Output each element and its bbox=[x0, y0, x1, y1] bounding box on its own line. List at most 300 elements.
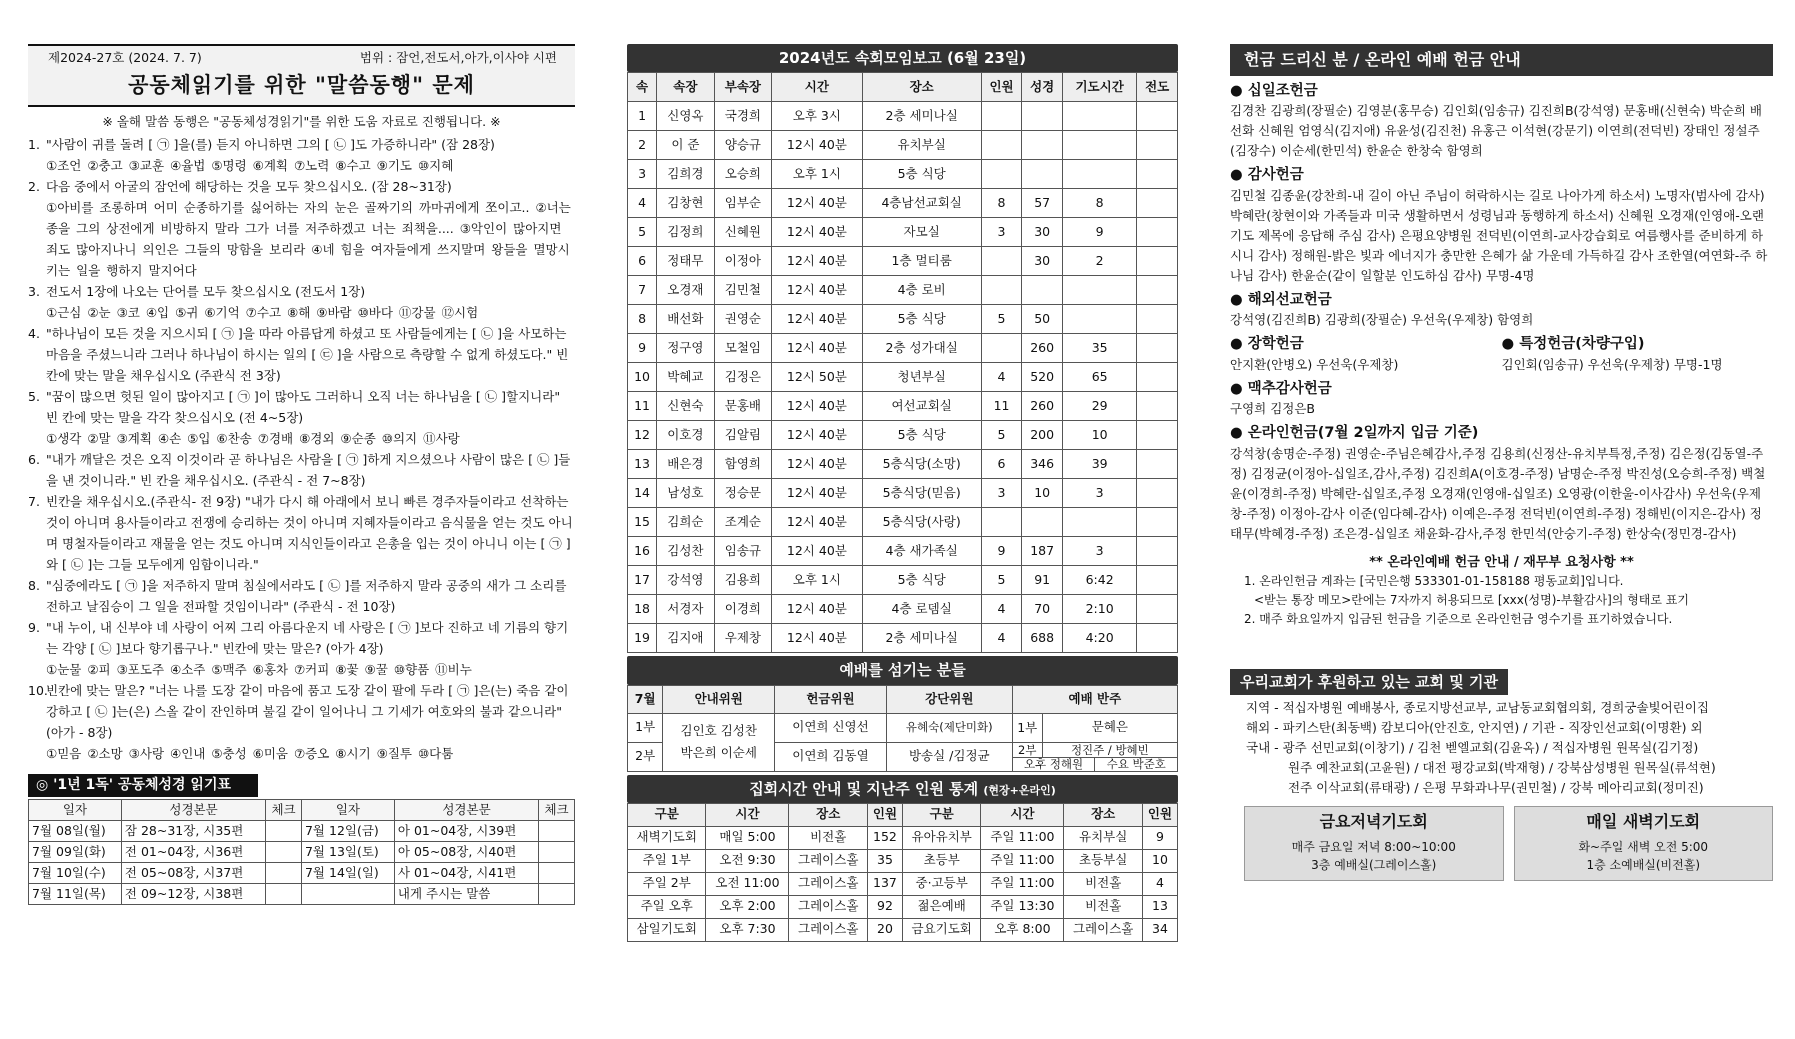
table-cell bbox=[1022, 131, 1063, 160]
table-cell: 5층 식당 bbox=[862, 305, 981, 334]
table-cell: 4층 로뎀실 bbox=[862, 595, 981, 624]
table-cell: 16 bbox=[628, 537, 657, 566]
question-text: 다음 중에서 아굴의 잠언에 해당하는 것을 모두 찾으십시오. (잠 28~31장) bbox=[46, 179, 452, 195]
table-cell bbox=[1137, 334, 1178, 363]
table-cell: 김지애 bbox=[657, 624, 714, 653]
table-cell: 2 bbox=[1062, 247, 1136, 276]
table-cell: 5층 식당 bbox=[862, 421, 981, 450]
stats-header: 시간 bbox=[981, 803, 1064, 826]
table-cell bbox=[1022, 102, 1063, 131]
table-cell: 내게 주시는 말씀 bbox=[394, 883, 538, 904]
reading-range: 범위 : 잠언,전도서,아가,이사야 시편 bbox=[359, 50, 557, 65]
table-cell: 아 01~04장, 시39편 bbox=[394, 820, 538, 841]
table-cell bbox=[266, 883, 302, 904]
stats-header: 인원 bbox=[867, 803, 902, 826]
table-cell: 10 bbox=[1142, 849, 1177, 872]
stats-header: 장소 bbox=[1064, 803, 1142, 826]
table-cell: 3 bbox=[981, 479, 1022, 508]
table-cell: 9 bbox=[1062, 218, 1136, 247]
table-cell: 신영옥 bbox=[657, 102, 714, 131]
table-cell: 7월 14일(일) bbox=[301, 862, 394, 883]
scholar-names: 안지환(안병오) 우선욱(우제창) bbox=[1230, 356, 1399, 372]
support-title: 우리교회가 후원하고 있는 교회 및 기관 bbox=[1230, 669, 1508, 695]
table-cell: 그레이스홀 bbox=[789, 849, 867, 872]
table-cell bbox=[1022, 160, 1063, 189]
table-cell: 전 09~12장, 시38편 bbox=[121, 883, 265, 904]
table-cell bbox=[1137, 566, 1178, 595]
worship-header: 7월 bbox=[628, 685, 663, 713]
question bbox=[28, 386, 575, 449]
support-line: 원주 예찬교회(고윤원) / 대전 평강교회(박재형) / 강북삼성병원 원목실(류석현) bbox=[1288, 759, 1716, 775]
reading-plan-table bbox=[28, 799, 575, 905]
friday-prayer-box bbox=[1244, 806, 1504, 882]
table-cell bbox=[1137, 218, 1178, 247]
table-cell: 남성호 bbox=[657, 479, 714, 508]
offering-2: 이연희 김동열 bbox=[775, 742, 887, 771]
report-header: 성경 bbox=[1022, 73, 1063, 102]
online-names: 강석창(송명순-주정) 권영순-주님은혜감사,주정 김용희(신정산-유치부특정,주정) 김은정(김동열-주정) 김정균(이정아-십일조,감사,주정) 김진희A(이호경-주정) 남명순-주정 박진성(오승희-주정) 백철윤(이경희-주정) 박혜란-십일조,주정 오경재(인영애-십일조) 오영광(이한울-이사감사) 우선욱(우제창-주정) 이정아-감사 이준(임다혜-감사) 이예은-주정 전덕빈(이연희-주정) 정해빈(이지은-감사) 정태무(박혜경-주정) 조은경-십일조 채윤화-감사,주정 한민석(안숭기-주정) 한상숙(정민경-감사) bbox=[1230, 445, 1766, 541]
table-cell: 김정은 bbox=[714, 363, 771, 392]
special-heading: ● 특정헌금(차량구입) bbox=[1502, 335, 1774, 355]
table-cell: 12 bbox=[628, 421, 657, 450]
table-cell: 그레이스홀 bbox=[789, 918, 867, 941]
table-cell: 4:20 bbox=[1062, 624, 1136, 653]
table-cell: 12시 40분 bbox=[772, 595, 863, 624]
question-number: 9. bbox=[28, 620, 40, 636]
table-cell: 17 bbox=[628, 566, 657, 595]
acc2-label: 2부 bbox=[1013, 743, 1043, 757]
report-row bbox=[628, 305, 1178, 334]
report-row bbox=[628, 595, 1178, 624]
acc1-name: 문혜은 bbox=[1091, 719, 1128, 735]
table-cell: 주일 오후 bbox=[628, 895, 706, 918]
table-cell: 4층 로비 bbox=[862, 276, 981, 305]
question bbox=[28, 575, 575, 617]
table-cell: 오전 9:30 bbox=[706, 849, 789, 872]
table-cell: 오후 7:30 bbox=[706, 918, 789, 941]
question-number: 8. bbox=[28, 578, 40, 594]
special-names: 김인회(임송규) 우선욱(우제창) 무명-1명 bbox=[1501, 356, 1723, 372]
table-cell: 12시 40분 bbox=[772, 218, 863, 247]
report-row bbox=[628, 421, 1178, 450]
table-cell: 520 bbox=[1022, 363, 1063, 392]
stats-title-text: 집회시간 안내 및 지난주 인원 통계 bbox=[749, 779, 979, 798]
table-cell: 200 bbox=[1022, 421, 1063, 450]
table-cell bbox=[266, 862, 302, 883]
table-cell: 서경자 bbox=[657, 595, 714, 624]
table-cell: 박혜교 bbox=[657, 363, 714, 392]
table-cell: 주일 11:00 bbox=[981, 826, 1064, 849]
table-cell bbox=[1137, 392, 1178, 421]
table-cell: 20 bbox=[867, 918, 902, 941]
report-row bbox=[628, 160, 1178, 189]
table-cell: 6 bbox=[628, 247, 657, 276]
table-cell: 김희경 bbox=[657, 160, 714, 189]
scholar-heading: ● 장학헌금 bbox=[1230, 335, 1502, 355]
table-cell: 57 bbox=[1022, 189, 1063, 218]
table-cell: 4층남선교회실 bbox=[862, 189, 981, 218]
table-cell: 34 bbox=[1142, 918, 1177, 941]
quiz-note: ※ 올해 말씀 동행은 "공동체성경읽기"를 위한 도움 자료로 진행됩니다. ※ bbox=[102, 114, 501, 130]
table-cell: 2층 세미나실 bbox=[862, 102, 981, 131]
table-cell bbox=[266, 841, 302, 862]
question bbox=[28, 281, 575, 323]
table-cell: 2 bbox=[628, 131, 657, 160]
table-cell bbox=[1062, 102, 1136, 131]
table-cell bbox=[981, 508, 1022, 537]
notice-1: 1. 온라인헌금 계좌는 [국민은행 533301-01-158188 평동교회]입니다. bbox=[1244, 573, 1624, 588]
table-cell: 1 bbox=[628, 102, 657, 131]
report-row bbox=[628, 624, 1178, 653]
table-cell: 12시 40분 bbox=[772, 392, 863, 421]
table-cell: 91 bbox=[1022, 566, 1063, 595]
report-row bbox=[628, 566, 1178, 595]
plan-header: 일자 bbox=[29, 799, 122, 820]
altar-2: 방송실 /김정균 bbox=[886, 742, 1012, 771]
table-cell: 오후 3시 bbox=[772, 102, 863, 131]
table-cell: 13 bbox=[1142, 895, 1177, 918]
stats-header: 장소 bbox=[789, 803, 867, 826]
table-cell: 신혜원 bbox=[714, 218, 771, 247]
question bbox=[28, 680, 575, 764]
report-row bbox=[628, 479, 1178, 508]
table-cell: 사 01~04장, 시41편 bbox=[394, 862, 538, 883]
table-cell: 15 bbox=[628, 508, 657, 537]
stats-title-sub: (현장+온라인) bbox=[983, 783, 1056, 797]
table-cell: 임부순 bbox=[714, 189, 771, 218]
table-cell bbox=[1062, 305, 1136, 334]
dawn-prayer-title: 매일 새벽기도회 bbox=[1586, 811, 1701, 831]
table-cell: 4 bbox=[981, 363, 1022, 392]
table-cell: 7월 08일(월) bbox=[29, 820, 122, 841]
stats-header: 인원 bbox=[1142, 803, 1177, 826]
table-cell: 346 bbox=[1022, 450, 1063, 479]
question-text: "내가 깨달은 것은 오직 이것이라 곧 하나님은 사람을 [ ㉠ ]하게 지으셨으나 사람이 많은 [ ㉡ ]들을 낸 것이니라." 빈 칸을 채우십시오. (주관식 - 전 7~8장) bbox=[46, 452, 571, 489]
table-cell: 우제창 bbox=[714, 624, 771, 653]
service-2: 2부 bbox=[628, 742, 663, 771]
table-cell: 10 bbox=[1022, 479, 1063, 508]
quiz-column bbox=[28, 44, 575, 905]
table-cell: 정태무 bbox=[657, 247, 714, 276]
table-cell: 5층 식당 bbox=[862, 566, 981, 595]
table-cell: 주일 13:30 bbox=[981, 895, 1064, 918]
table-cell: 152 bbox=[867, 826, 902, 849]
service-1: 1부 bbox=[628, 713, 663, 742]
table-cell: 4 bbox=[1142, 872, 1177, 895]
table-cell bbox=[1137, 537, 1178, 566]
table-cell: 오후 1시 bbox=[772, 566, 863, 595]
report-header: 전도 bbox=[1137, 73, 1178, 102]
table-cell: 초등부 bbox=[902, 849, 980, 872]
table-cell: 비전홀 bbox=[789, 826, 867, 849]
acc1-label: 1부 bbox=[1013, 714, 1043, 742]
table-cell: 12시 40분 bbox=[772, 479, 863, 508]
table-cell: 9 bbox=[981, 537, 1022, 566]
report-row bbox=[628, 392, 1178, 421]
table-cell bbox=[1062, 276, 1136, 305]
stats-row bbox=[628, 895, 1178, 918]
table-cell: 10 bbox=[628, 363, 657, 392]
table-cell: 오전 11:00 bbox=[706, 872, 789, 895]
table-cell: 양승규 bbox=[714, 131, 771, 160]
table-cell: 6 bbox=[981, 450, 1022, 479]
table-cell: 3 bbox=[981, 218, 1022, 247]
stats-header: 구분 bbox=[902, 803, 980, 826]
report-row bbox=[628, 450, 1178, 479]
worship-servers-table bbox=[627, 685, 1178, 772]
table-cell bbox=[539, 862, 575, 883]
support-list bbox=[1230, 698, 1773, 798]
table-cell: 19 bbox=[628, 624, 657, 653]
question-options: ①근심 ②눈 ③코 ④입 ⑤귀 ⑥기억 ⑦수고 ⑧해 ⑨바람 ⑩바다 ⑪강물 ⑫시험 bbox=[46, 305, 479, 321]
table-cell: 임송규 bbox=[714, 537, 771, 566]
table-cell: 260 bbox=[1022, 392, 1063, 421]
table-cell: 12시 40분 bbox=[772, 450, 863, 479]
question-list bbox=[28, 134, 575, 764]
table-cell: 260 bbox=[1022, 334, 1063, 363]
accompanist-2 bbox=[1012, 742, 1177, 771]
table-cell: 주일 2부 bbox=[628, 872, 706, 895]
question-text: 전도서 1장에 나오는 단어를 모두 찾으십시오 (전도서 1장) bbox=[46, 284, 366, 300]
table-cell: 9 bbox=[1142, 826, 1177, 849]
table-cell: 여선교회실 bbox=[862, 392, 981, 421]
plan-header: 성경본문 bbox=[394, 799, 538, 820]
table-cell: 12시 40분 bbox=[772, 508, 863, 537]
table-cell: 92 bbox=[867, 895, 902, 918]
table-cell: 이호경 bbox=[657, 421, 714, 450]
table-cell bbox=[1137, 450, 1178, 479]
offering-1: 이연희 신영선 bbox=[775, 713, 887, 742]
question-text: "사람이 귀를 돌려 [ ㉠ ]을(를) 듣지 아니하면 그의 [ ㉡ ]도 가증하니라" (잠 28장) bbox=[46, 137, 495, 153]
notice-heading: ** 온라인예배 헌금 안내 / 재무부 요청사항 ** bbox=[1369, 554, 1634, 570]
stats-header: 구분 bbox=[628, 803, 706, 826]
plan-header: 일자 bbox=[301, 799, 394, 820]
table-cell bbox=[1062, 131, 1136, 160]
table-cell: 주일 1부 bbox=[628, 849, 706, 872]
table-cell bbox=[1137, 276, 1178, 305]
table-cell: 김민철 bbox=[714, 276, 771, 305]
table-cell: 7월 13일(토) bbox=[301, 841, 394, 862]
acc4-name: 수요 박준호 bbox=[1106, 756, 1166, 771]
question bbox=[28, 323, 575, 386]
table-cell: 5층 식당 bbox=[862, 160, 981, 189]
support-line: 전주 이삭교회(류태광) / 은평 무화과나무(권민철) / 강북 메아리교회(정미진) bbox=[1288, 779, 1704, 795]
table-cell: 3 bbox=[1062, 479, 1136, 508]
table-cell: 오후 1시 bbox=[772, 160, 863, 189]
plan-row bbox=[29, 862, 575, 883]
thanks-names: 김민철 김종윤(강찬희-내 길이 아닌 주님이 허락하시는 길로 나아가게 하소서) 노명자(범사에 감사) 박혜란(창현이와 가족들과 미국 생활하면서 성령님과 동행하게 하소서) 신혜원 오경재(인영애-오랜 기도 제목에 응답해 주심 감사) 은평요양병원 전덕빈(이연희-교사강습회로 여름행사를 준비하게 하시니 감사) 정해원-밝은 빛과 에너지가 충만한 은혜가 삶 가운데 가득하길 감사 조한열(여연화-주 하나님 감사) 한윤순(같이 일할분 인도하심 감사) 무명-4명 bbox=[1230, 187, 1768, 283]
table-cell: 중·고등부 bbox=[902, 872, 980, 895]
table-cell bbox=[1137, 624, 1178, 653]
table-cell: 7월 10일(수) bbox=[29, 862, 122, 883]
offering-column bbox=[1230, 44, 1773, 881]
table-cell: 주일 11:00 bbox=[981, 849, 1064, 872]
table-cell bbox=[1137, 305, 1178, 334]
table-cell: 잠 28~31장, 시35편 bbox=[121, 820, 265, 841]
table-cell: 8 bbox=[1062, 189, 1136, 218]
table-cell: 10 bbox=[1062, 421, 1136, 450]
table-cell: 2층 성가대실 bbox=[862, 334, 981, 363]
notice-3: 2. 매주 화요일까지 입금된 헌금을 기준으로 온라인헌금 영수기를 표기하였습니다. bbox=[1244, 611, 1673, 626]
table-cell: 배은경 bbox=[657, 450, 714, 479]
question-text: 빈칸에 맞는 말은? "너는 나를 도장 같이 마음에 품고 도장 같이 팔에 두라 [ ㉠ ]은(는) 죽음 같이 강하고 [ ㉡ ]는(은) 스올 같이 잔인하며 불길 같이 일어나니 그 기세가 여호와의 불과 같으니라" (아가 - 8장) bbox=[46, 683, 569, 741]
support-line: 지역 - 적십자병원 예배봉사, 종로지방선교부, 교남동교회협의회, 경희궁솔빛어린이집 bbox=[1246, 699, 1709, 715]
report-row bbox=[628, 189, 1178, 218]
question-number: 7. bbox=[28, 494, 40, 510]
table-cell: 29 bbox=[1062, 392, 1136, 421]
question-number: 2. bbox=[28, 179, 40, 195]
table-cell: 청년부실 bbox=[862, 363, 981, 392]
question-text: "심중에라도 [ ㉠ ]을 저주하지 말며 침실에서라도 [ ㉡ ]를 저주하지 말라 공중의 새가 그 소리를 전하고 날짐승이 그 일을 전파할 것임이니라" (주관식 - 전 10장) bbox=[46, 578, 567, 615]
worship-servers-title: 예배를 섬기는 분들 bbox=[627, 656, 1178, 684]
table-cell: 김알림 bbox=[714, 421, 771, 450]
stats-row bbox=[628, 849, 1178, 872]
report-row bbox=[628, 131, 1178, 160]
table-cell: 금요기도회 bbox=[902, 918, 980, 941]
table-cell: 7월 09일(화) bbox=[29, 841, 122, 862]
table-cell: 새벽기도회 bbox=[628, 826, 706, 849]
table-cell: 국경희 bbox=[714, 102, 771, 131]
table-cell: 3 bbox=[628, 160, 657, 189]
issue-bar bbox=[28, 44, 575, 69]
table-cell: 137 bbox=[867, 872, 902, 895]
worship-header: 안내위원 bbox=[663, 685, 775, 713]
worship-header: 헌금위원 bbox=[775, 685, 887, 713]
table-cell bbox=[1137, 421, 1178, 450]
quiz-title: 공동체읽기를 위한 "말씀동행" 문제 bbox=[28, 69, 575, 107]
table-cell: 김성찬 bbox=[657, 537, 714, 566]
tithe-heading: ● 십일조헌금 bbox=[1230, 82, 1773, 102]
table-cell: 젊은예배 bbox=[902, 895, 980, 918]
worship-header: 예배 반주 bbox=[1012, 685, 1177, 713]
question-options: ①눈물 ②피 ③포도주 ④소주 ⑤맥주 ⑥홍차 ⑦커피 ⑧꽃 ⑨꿀 ⑩향품 ⑪비누 bbox=[46, 662, 472, 678]
stats-row bbox=[628, 826, 1178, 849]
online-heading: ● 온라인헌금(7월 2일까지 입금 기준) bbox=[1230, 424, 1773, 444]
friday-prayer-title: 금요저녁기도회 bbox=[1319, 811, 1428, 831]
table-cell: 삼일기도회 bbox=[628, 918, 706, 941]
table-cell: 전 01~04장, 시36편 bbox=[121, 841, 265, 862]
dawn-prayer-place: 1층 소예배실(비전홀) bbox=[1586, 858, 1701, 873]
table-cell bbox=[1137, 595, 1178, 624]
table-cell: 30 bbox=[1022, 218, 1063, 247]
question-options: ①조언 ②충고 ③교훈 ④율법 ⑤명령 ⑥계획 ⑦노력 ⑧수고 ⑨기도 ⑩지혜 bbox=[46, 158, 454, 174]
table-cell: 이정아 bbox=[714, 247, 771, 276]
table-cell: 오후 8:00 bbox=[981, 918, 1064, 941]
table-cell bbox=[981, 247, 1022, 276]
friday-prayer-time: 매주 금요일 저녁 8:00~10:00 bbox=[1291, 840, 1456, 855]
ushers bbox=[663, 713, 775, 771]
report-title: 2024년도 속회모임보고 (6월 23일) bbox=[627, 44, 1178, 72]
table-cell: 7월 11일(목) bbox=[29, 883, 122, 904]
table-cell: 김정희 bbox=[657, 218, 714, 247]
report-row bbox=[628, 537, 1178, 566]
table-cell: 6:42 bbox=[1062, 566, 1136, 595]
table-cell: 오승희 bbox=[714, 160, 771, 189]
reading-plan-title: ◎ '1년 1독' 공동체성경 읽기표 bbox=[28, 774, 258, 797]
table-cell bbox=[1137, 189, 1178, 218]
table-cell: 유치부실 bbox=[1064, 826, 1142, 849]
question-options: ①아비를 조롱하며 어미 순종하기를 싫어하는 자의 눈은 골짜기의 까마귀에게 쪼이고.. ②너는 종을 그의 상전에게 비방하지 말라 그가 너를 저주하겠고 너는 죄책을.... ③악인이 많아지면 죄도 많아지나니 의인은 그들의 망함을 보리라 ④네 힘을 여자들에게 쓰지말며 왕들을 멸망시키는 일을 행하지 말지어다 bbox=[46, 200, 571, 279]
table-cell: 50 bbox=[1022, 305, 1063, 334]
dawn-prayer-time: 화~주일 새벽 오전 5:00 bbox=[1578, 840, 1709, 855]
table-cell: 5층식당(믿음) bbox=[862, 479, 981, 508]
table-cell: 4 bbox=[981, 595, 1022, 624]
table-cell: 12시 40분 bbox=[772, 421, 863, 450]
table-cell: 유치부실 bbox=[862, 131, 981, 160]
worship-header: 강단위원 bbox=[886, 685, 1012, 713]
table-cell: 정승문 bbox=[714, 479, 771, 508]
table-cell: 이경희 bbox=[714, 595, 771, 624]
scholar-special-row bbox=[1230, 330, 1773, 375]
table-cell: 7월 12일(금) bbox=[301, 820, 394, 841]
table-cell: 함영희 bbox=[714, 450, 771, 479]
plan-header: 체크 bbox=[266, 799, 302, 820]
table-cell: 8 bbox=[981, 189, 1022, 218]
table-cell: 3 bbox=[1062, 537, 1136, 566]
thanks-heading: ● 감사헌금 bbox=[1230, 166, 1773, 186]
report-column bbox=[627, 44, 1178, 942]
wheat-names: 구영희 김정은B bbox=[1230, 401, 1315, 417]
question-options: ①믿음 ②소망 ③사랑 ④인내 ⑤충성 ⑥미움 ⑦증오 ⑧시기 ⑨질투 ⑩다툼 bbox=[46, 746, 454, 762]
table-cell: 비전홀 bbox=[1064, 895, 1142, 918]
prayer-boxes bbox=[1230, 806, 1773, 882]
table-cell: 30 bbox=[1022, 247, 1063, 276]
table-cell: 12시 50분 bbox=[772, 363, 863, 392]
question-number: 1. bbox=[28, 137, 40, 153]
table-cell: 12시 40분 bbox=[772, 537, 863, 566]
question-number: 4. bbox=[28, 326, 40, 342]
table-cell bbox=[981, 102, 1022, 131]
table-cell bbox=[1062, 160, 1136, 189]
table-cell: 문홍배 bbox=[714, 392, 771, 421]
table-cell bbox=[539, 820, 575, 841]
table-cell: 70 bbox=[1022, 595, 1063, 624]
report-header: 속장 bbox=[657, 73, 714, 102]
table-cell: 매일 5:00 bbox=[706, 826, 789, 849]
table-cell bbox=[1022, 508, 1063, 537]
table-cell bbox=[301, 883, 394, 904]
support-line: 국내 - 광주 선민교회(이창기) / 김천 벧엘교회(김윤옥) / 적십자병원 원목실(김기정) bbox=[1246, 739, 1699, 755]
question bbox=[28, 134, 575, 176]
question-text: "내 누이, 내 신부야 네 사랑이 어찌 그리 아름다운지 네 사랑은 [ ㉠ ]보다 진하고 네 기름의 향기는 각양 [ ㉡ ]보다 향기롭구나." 빈칸에 맞는 말은? (아가 4장) bbox=[46, 620, 569, 657]
table-cell: 그레이스홀 bbox=[1064, 918, 1142, 941]
plan-row bbox=[29, 883, 575, 904]
offering-title: 헌금 드리신 분 / 온라인 예배 헌금 안내 bbox=[1230, 44, 1773, 76]
plan-row bbox=[29, 841, 575, 862]
table-cell: 65 bbox=[1062, 363, 1136, 392]
table-cell: 2층 세미나실 bbox=[862, 624, 981, 653]
plan-header: 성경본문 bbox=[121, 799, 265, 820]
report-row bbox=[628, 276, 1178, 305]
report-row bbox=[628, 102, 1178, 131]
acc3-name: 오후 정해원 bbox=[1013, 758, 1096, 771]
accompanist-1 bbox=[1012, 713, 1177, 742]
dawn-prayer-box bbox=[1514, 806, 1774, 882]
stats-title bbox=[627, 775, 1178, 803]
table-cell: 2:10 bbox=[1062, 595, 1136, 624]
table-cell: 12시 40분 bbox=[772, 334, 863, 363]
table-cell bbox=[1137, 363, 1178, 392]
report-header: 부속장 bbox=[714, 73, 771, 102]
table-cell: 4 bbox=[981, 624, 1022, 653]
question bbox=[28, 449, 575, 491]
table-cell: 주일 11:00 bbox=[981, 872, 1064, 895]
table-cell: 14 bbox=[628, 479, 657, 508]
table-cell bbox=[1137, 131, 1178, 160]
table-cell: 12시 40분 bbox=[772, 189, 863, 218]
table-cell: 11 bbox=[981, 392, 1022, 421]
table-cell bbox=[1137, 508, 1178, 537]
